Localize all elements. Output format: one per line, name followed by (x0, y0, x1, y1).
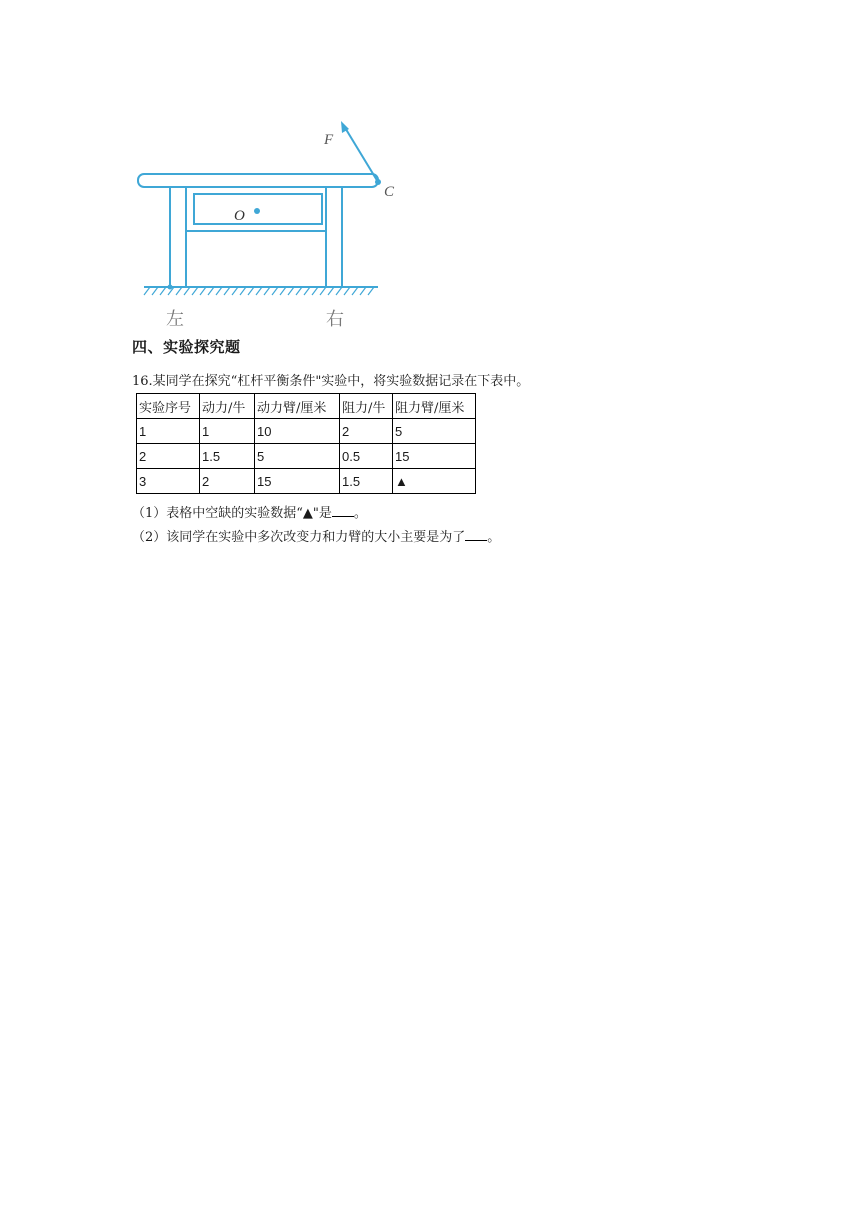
section-heading: 四、实验探究题 (132, 338, 241, 356)
sub-question-1-text: （1）表格中空缺的实验数据“▲"是 (132, 506, 332, 521)
table-row (137, 444, 476, 469)
table-cell: 3 (137, 469, 200, 494)
table-top (138, 174, 378, 187)
data-table (136, 393, 476, 494)
left-label: 左 (166, 309, 184, 330)
lever-table-diagram (128, 116, 408, 332)
table-cell: 10 (255, 419, 340, 444)
table-header-cell: 阻力/牛 (340, 394, 393, 419)
point-c-marker (375, 179, 381, 185)
pivot-label: O (234, 208, 245, 224)
table-header-row (137, 394, 476, 419)
table-cell: 2 (200, 469, 255, 494)
table-cell: 5 (255, 444, 340, 469)
left-foot-marker (168, 285, 173, 290)
sub-question-2-end: 。 (487, 530, 501, 545)
sub-question-2-text: （2）该同学在实验中多次改变力和力臂的大小主要是为了 (132, 530, 466, 545)
right-label: 右 (326, 309, 344, 330)
table-cell: 15 (393, 444, 476, 469)
question-stem: 16.某同学在探究“杠杆平衡条件"实验中，将实验数据记录在下表中。 (132, 374, 530, 389)
answer-blank[interactable] (332, 504, 354, 517)
table-cell: 0.5 (340, 444, 393, 469)
table-cell: 1 (137, 419, 200, 444)
table-row (137, 419, 476, 444)
table-cell: 1.5 (340, 469, 393, 494)
table-header-cell: 动力/牛 (200, 394, 255, 419)
table-header-cell: 阻力臂/厘米 (393, 394, 476, 419)
table-cell: 2 (340, 419, 393, 444)
answer-blank[interactable] (465, 528, 487, 541)
table-cell: ▲ (393, 469, 476, 494)
table-row (137, 469, 476, 494)
sub-question-1-end: 。 (353, 506, 367, 521)
sub-question-1 (132, 502, 367, 521)
table-cell: 2 (137, 444, 200, 469)
table-header-cell: 实验序号 (137, 394, 200, 419)
table-header-cell: 动力臂/厘米 (255, 394, 340, 419)
sub-question-2 (132, 526, 500, 545)
table-cell: 15 (255, 469, 340, 494)
pivot-point (254, 208, 260, 214)
table-cell: 5 (393, 419, 476, 444)
table-cell: 1 (200, 419, 255, 444)
point-c-label: C (384, 184, 395, 200)
force-label: F (324, 132, 334, 148)
table-cell: 1.5 (200, 444, 255, 469)
